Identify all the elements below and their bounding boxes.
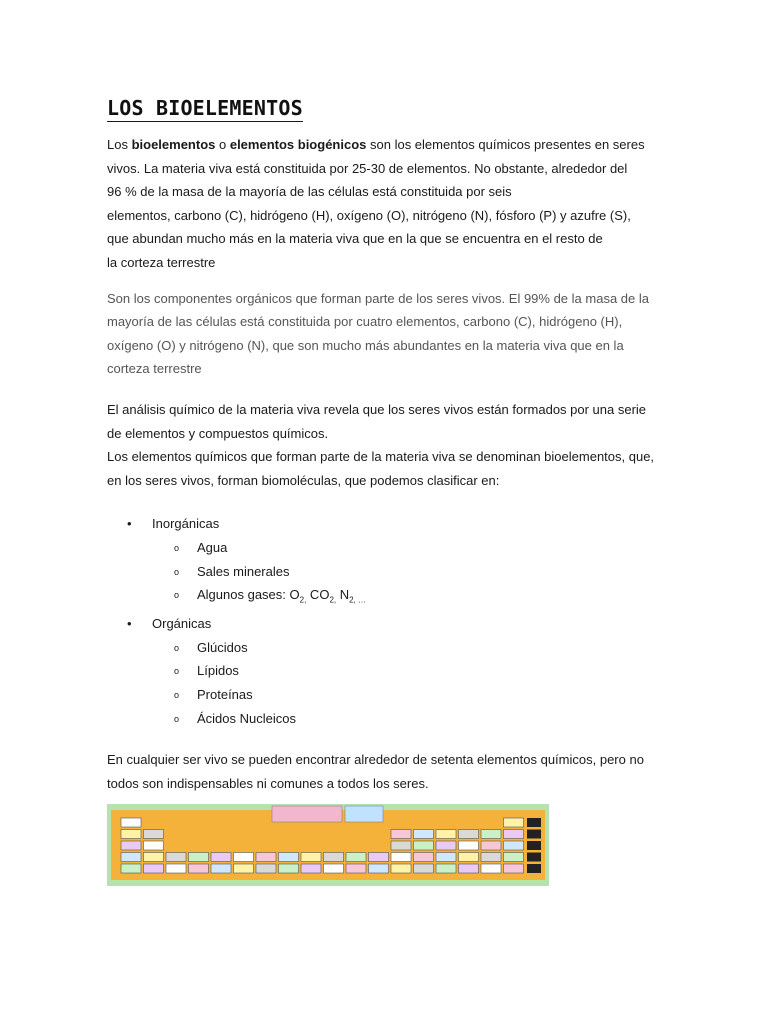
element-cell	[166, 864, 186, 873]
period-cell	[527, 841, 541, 850]
sublist-inorganicas	[152, 536, 667, 612]
element-cell	[481, 864, 501, 873]
text-line: Son los componentes orgánicos que forman parte de los seres vivos. El 99% de la masa de la	[107, 290, 649, 306]
gas-formula: O	[289, 587, 300, 603]
element-cell	[391, 864, 411, 873]
text-line: oxígeno (O) y nitrógeno (N), que son mucho más abundantes en la materia viva que en la	[107, 337, 624, 353]
element-cell	[144, 841, 164, 850]
text-line: la corteza terrestre	[107, 254, 216, 270]
text-line: mayoría de las células está constituida por cuatro elementos, carbono (C), hidrógeno (H),	[107, 314, 623, 330]
element-cell	[121, 830, 141, 839]
sublist-organicas	[152, 636, 667, 730]
text-line: vivos. La materia viva está constituida por 25-30 de elementos. No obstante, alrededor del	[107, 160, 628, 176]
element-cell	[481, 830, 501, 839]
element-cell	[436, 864, 456, 873]
text-line: En cualquier ser vivo se pueden encontrar alrededor de setenta elementos químicos, pero no	[107, 752, 644, 768]
sublist-item-label: Agua	[197, 539, 228, 555]
bold-term-bioelementos: bioelementos	[131, 137, 216, 152]
sublist-item	[152, 659, 667, 683]
periodic-table-grid	[107, 804, 549, 886]
element-cell	[481, 853, 501, 862]
biomolecule-list	[107, 512, 667, 730]
element-cell	[481, 841, 501, 850]
circle-bullet-icon: o	[174, 590, 180, 601]
gas-formula: CO	[306, 587, 330, 603]
sublist-item-label: Sales minerales	[197, 563, 290, 579]
element-cell	[436, 841, 456, 850]
period-cell	[527, 830, 541, 839]
text-line: Los elementos químicos que forman parte de la materia viva se denominan bioelementos, que,	[107, 449, 655, 465]
element-cell	[414, 853, 434, 862]
element-cell	[324, 853, 344, 862]
element-cell	[504, 864, 524, 873]
sublist-item	[152, 707, 667, 731]
element-cell	[211, 864, 231, 873]
legend-box	[345, 806, 383, 822]
sublist-item	[152, 536, 667, 560]
element-cell	[121, 841, 141, 850]
subscript: 2,	[299, 595, 307, 605]
text-line: elementos, carbono (C), hidrógeno (H), oxígeno (O), nitrógeno (N), fósforo (P) y azufre (S),	[107, 207, 631, 223]
periodic-table-image	[107, 804, 549, 886]
circle-bullet-icon: o	[174, 666, 180, 677]
element-cell	[121, 853, 141, 862]
circle-bullet-icon: o	[174, 642, 180, 653]
element-cell	[391, 841, 411, 850]
list-item-organicas	[107, 612, 667, 730]
circle-bullet-icon: o	[174, 713, 180, 724]
element-cell	[414, 830, 434, 839]
sublist-item-label: Proteínas	[197, 687, 253, 703]
element-cell	[459, 864, 479, 873]
text-run: Los	[107, 137, 132, 152]
element-cell	[189, 853, 209, 862]
list-item-inorganicas	[107, 512, 667, 612]
element-cell	[459, 853, 479, 862]
legend-box	[272, 806, 342, 822]
sublist-item-label: Algunos gases:	[197, 587, 290, 603]
sublist-item-label: Ácidos Nucleicos	[197, 710, 296, 726]
text-line: corteza terrestre	[107, 361, 202, 377]
element-cell	[211, 853, 231, 862]
element-cell	[504, 853, 524, 862]
element-cell	[121, 864, 141, 873]
element-cell	[279, 864, 299, 873]
element-cell	[504, 841, 524, 850]
document-body	[107, 96, 667, 795]
period-cell	[527, 864, 541, 873]
element-cell	[166, 853, 186, 862]
paragraph-chemical-analysis	[107, 398, 667, 492]
page-title: LOS BIOELEMENTOS	[107, 96, 303, 120]
list-item-label: Orgánicas	[152, 616, 212, 632]
bold-term-elementos-biogenicos: elementos biogénicos	[229, 137, 367, 152]
element-cell	[256, 853, 276, 862]
text-run: son los elementos químicos presentes en seres	[366, 137, 645, 152]
element-cell	[234, 864, 254, 873]
element-cell	[504, 818, 524, 827]
text-line: de elementos y compuestos químicos.	[107, 425, 329, 441]
element-cell	[301, 864, 321, 873]
paragraph-definition	[107, 133, 667, 275]
text-line: que abundan mucho más en la materia viva que en la que se encuentra en el resto de	[107, 231, 603, 247]
sublist-item	[152, 683, 667, 707]
element-cell	[144, 853, 164, 862]
element-cell	[346, 853, 366, 862]
circle-bullet-icon: o	[174, 542, 180, 553]
list-item-label: Inorgánicas	[152, 516, 220, 532]
sublist-item	[152, 636, 667, 660]
text-run: o	[215, 137, 230, 152]
element-cell	[459, 841, 479, 850]
element-cell	[369, 864, 389, 873]
gas-formula: N	[336, 587, 350, 603]
element-cell	[279, 853, 299, 862]
element-cell	[189, 864, 209, 873]
text-line: El análisis químico de la materia viva revela que los seres vivos están formados por una serie	[107, 401, 647, 417]
element-cell	[346, 864, 366, 873]
bullet-icon: •	[127, 616, 132, 632]
text-line: en los seres vivos, forman biomoléculas, que podemos clasificar en:	[107, 472, 500, 488]
element-cell	[414, 864, 434, 873]
subscript: 2,	[329, 595, 337, 605]
paragraph-organic-components	[107, 287, 667, 381]
element-cell	[369, 853, 389, 862]
period-cell	[527, 818, 541, 827]
sublist-item-label: Glúcidos	[197, 639, 248, 655]
text-line: 96 % de la masa de la mayoría de las células está constituida por seis	[107, 184, 512, 200]
element-cell	[504, 830, 524, 839]
element-cell	[436, 853, 456, 862]
element-cell	[144, 830, 164, 839]
element-cell	[436, 830, 456, 839]
sublist-item-label: Lípidos	[197, 663, 239, 679]
circle-bullet-icon: o	[174, 690, 180, 701]
element-cell	[121, 818, 141, 827]
bullet-icon: •	[127, 516, 132, 532]
element-cell	[301, 853, 321, 862]
subscript: 2, …	[349, 595, 367, 605]
circle-bullet-icon: o	[174, 566, 180, 577]
element-cell	[459, 830, 479, 839]
text-line: todos son indispensables ni comunes a todos los seres.	[107, 775, 429, 791]
element-cell	[256, 864, 276, 873]
element-cell	[234, 853, 254, 862]
period-cell	[527, 853, 541, 862]
element-cell	[144, 864, 164, 873]
element-cell	[414, 841, 434, 850]
sublist-item	[152, 560, 667, 584]
paragraph-seventy-elements	[107, 748, 667, 795]
element-cell	[391, 853, 411, 862]
sublist-item	[152, 583, 667, 612]
element-cell	[391, 830, 411, 839]
element-cell	[324, 864, 344, 873]
